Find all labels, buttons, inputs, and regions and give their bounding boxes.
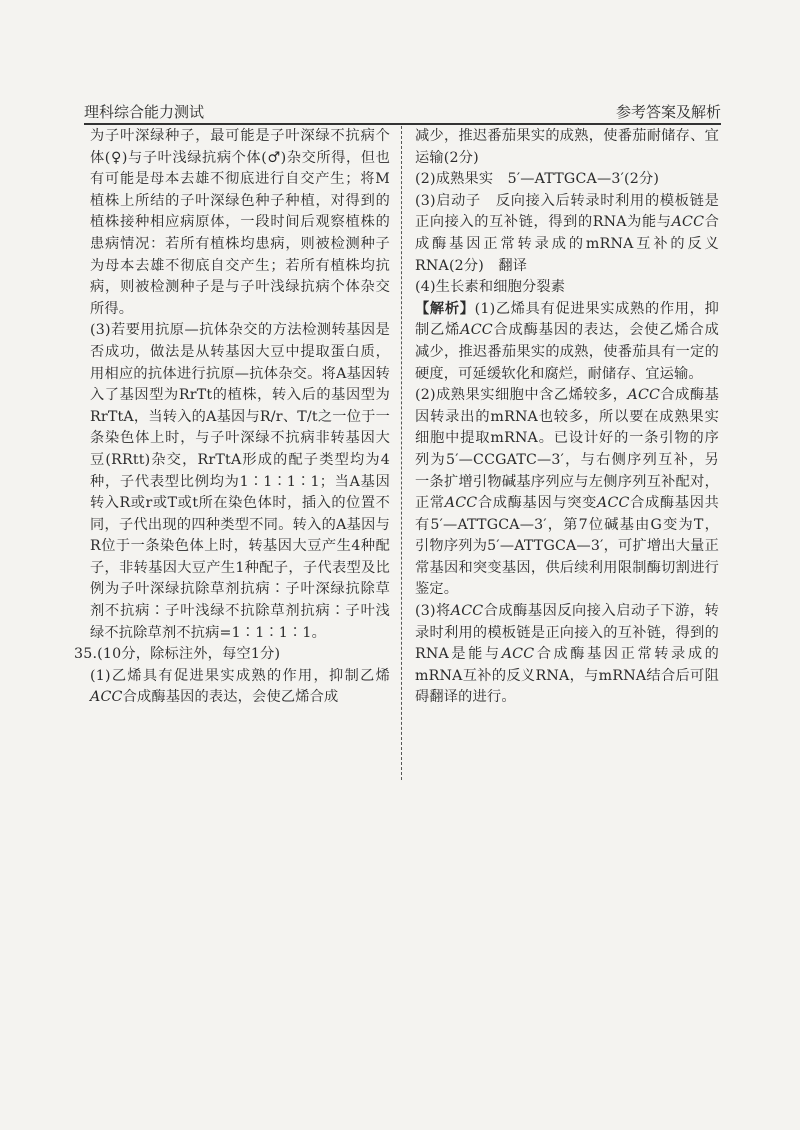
- text-segment: 合成酶基因共有5′—ATTGCA—3′，第7位碱基由G变为T，引物序列为5′—ATTGCA—3′，可扩增出大量正常基因和突变基因，供后续利用限制酶切割进行鉴定。: [415, 495, 719, 598]
- text-segment: 合成酶基因正常转录成的mRNA互补的反义RNA(2分) 翻译: [415, 214, 719, 274]
- question-35-answer-1: [90, 666, 390, 709]
- gene-name-acc: ACC: [671, 214, 705, 231]
- analysis-part-1: [415, 299, 719, 385]
- answer-continuation: 为子叶深绿种子，最可能是子叶深绿不抗病个体(♀)与子叶浅绿抗病个体(♂)杂交所得，但也有可能是母本去雄不彻底进行自交产生；将M植株上所结的子叶深绿色种子种植，对得到的植株接种相应病原体，一段时间后观察植株的患病情况：若所有植株均患病，则被检测种子为母本去雄不彻底自交产生；若所有植株均抗病，则被检测种子是与子叶浅绿抗病个体杂交所得。: [90, 128, 390, 317]
- text-segment: (1)乙烯具有促进果实成熟的作用，抑制乙烯: [415, 300, 719, 339]
- analysis-part-3: [415, 601, 719, 709]
- text-segment: (2)成熟果实细胞中含乙烯较多，: [415, 387, 628, 404]
- analysis-part-2: [415, 385, 719, 601]
- text-segment: (3)启动子 反向接入后转录时利用的模板链是正向接入的互补链，得到的RNA为能与: [415, 192, 719, 231]
- left-column: [74, 126, 390, 709]
- header-right-title: 参考答案及解析: [615, 103, 721, 121]
- header-left-title: 理科综合能力测试: [84, 103, 205, 121]
- answer-part-3: (3)若要用抗原—抗体杂交的方法检测转基因是否成功，做法是从转基因大豆中提取蛋白质，用相应的抗体进行抗原—抗体杂交。将A基因转入了基因型为RrTt的植株，转入后的基因型为RrTtA，当转入的A基因与R/r、T/t之一位于一条染色体上时，与子叶深绿不抗病非转基因大豆(RRtt)杂交，RrTtA形成的配子类型均为4种，子代表型比例均为1∶1∶1∶1；当A基因转入R或r或T或t所在染色体时，插入的位置不同，子代出现的四种类型不同。转入的A基因与R位于一条染色体上时，转基因大豆产生4种配子，非转基因大豆产生1种配子，子代表型及比例为子叶深绿抗除草剂抗病∶子叶深绿抗除草剂不抗病∶子叶浅绿不抗除草剂抗病∶子叶浅绿不抗除草剂不抗病=1∶1∶1∶1。: [90, 322, 390, 641]
- text-segment: (1)乙烯具有促进果实成熟的作用，抑制乙烯: [90, 667, 390, 684]
- gene-name-acc: ACC: [597, 495, 630, 512]
- column-divider: [401, 126, 402, 780]
- answer-2: (2)成熟果实 5′—ATTGCA—3′(2分): [415, 171, 660, 188]
- gene-name-acc: ACC: [90, 689, 123, 706]
- gene-name-acc: ACC: [627, 387, 661, 404]
- gene-name-acc: ACC: [501, 646, 535, 663]
- text-segment: 合成酶基因正常转录成的mRNA互补的反义RNA，与mRNA结合后可阻碍翻译的进行。: [415, 646, 720, 706]
- text-segment: 合成酶基因的表达，会使乙烯合成减少，推迟番茄果实的成熟，使番茄具有一定的硬度，可延缓软化和腐烂，耐储存、宜运输。: [415, 322, 719, 382]
- answer-4: (4)生长素和细胞分裂素: [415, 279, 566, 296]
- right-column: [415, 126, 719, 709]
- page-header: [84, 100, 721, 122]
- header-rule: [84, 123, 721, 125]
- analysis-tag: 【解析】: [415, 300, 475, 317]
- text-segment: 合成酶基因与突变: [477, 495, 598, 512]
- text-segment: 合成酶基因的表达，会使乙烯合成: [122, 689, 339, 706]
- text-segment: 合成酶基因反向接入启动子下游，转录时利用的模板链是正向接入的互补链，得到的RNA是能与: [415, 603, 720, 663]
- text-segment: 合成酶基因转录出的mRNA也较多，所以要在成熟果实细胞中提取mRNA。已设计好的一条引物的序列为5′—CCGATC—3′，与右侧序列互补，另一条扩增引物碱基序列应与左侧序列互补配对，正常: [415, 387, 719, 512]
- gene-name-acc: ACC: [460, 322, 493, 339]
- answer-1-continuation: 减少，推迟番茄果实的成熟，使番茄耐储存、宜运输(2分): [415, 128, 719, 166]
- question-35-heading: 35.(10分，除标注外，每空1分): [74, 646, 281, 663]
- answer-3: [415, 191, 719, 277]
- gene-name-acc: ACC: [444, 495, 478, 512]
- gene-name-acc: ACC: [450, 603, 484, 620]
- text-segment: (3)将: [415, 603, 451, 620]
